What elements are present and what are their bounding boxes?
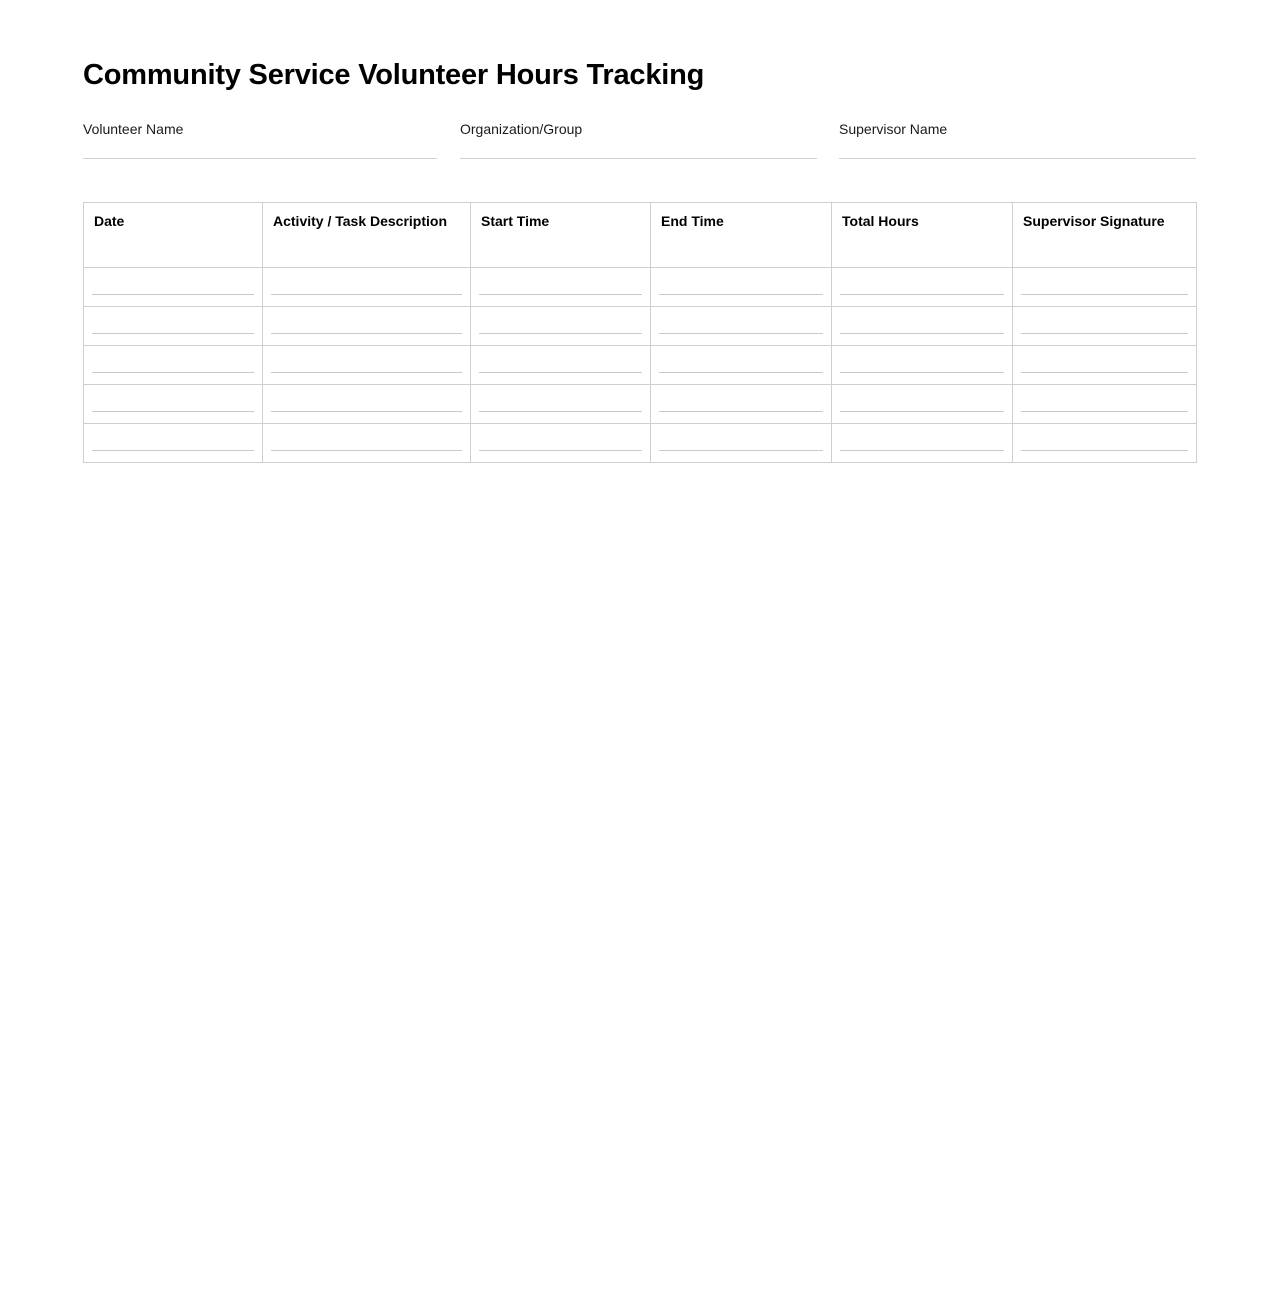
cell-fill-line (840, 294, 1004, 295)
cell-activity-description[interactable] (263, 346, 471, 385)
cell-supervisor-signature[interactable] (1013, 307, 1197, 346)
cell-supervisor-signature[interactable] (1013, 346, 1197, 385)
cell-start-time[interactable] (471, 307, 651, 346)
table-row (84, 385, 1197, 424)
cell-total-hours[interactable] (832, 307, 1013, 346)
cell-date[interactable] (84, 424, 263, 463)
cell-fill-line (271, 294, 462, 295)
volunteer-hours-table (83, 202, 1197, 463)
cell-activity-description[interactable] (263, 385, 471, 424)
column-header-supervisor-signature: Supervisor Signature (1013, 203, 1197, 268)
cell-fill-line (92, 294, 254, 295)
column-header-activity-description: Activity / Task Description (263, 203, 471, 268)
cell-fill-line (1021, 450, 1188, 451)
cell-fill-line (479, 411, 642, 412)
cell-end-time[interactable] (651, 424, 832, 463)
cell-total-hours[interactable] (832, 424, 1013, 463)
column-header-start-time: Start Time (471, 203, 651, 268)
cell-start-time[interactable] (471, 346, 651, 385)
cell-fill-line (479, 333, 642, 334)
cell-fill-line (659, 294, 823, 295)
field-label-volunteer-name: Volunteer Name (83, 121, 184, 137)
cell-end-time[interactable] (651, 268, 832, 307)
field-label-supervisor-name: Supervisor Name (839, 121, 948, 137)
cell-fill-line (92, 333, 254, 334)
cell-date[interactable] (84, 268, 263, 307)
cell-end-time[interactable] (651, 307, 832, 346)
cell-fill-line (479, 294, 642, 295)
table-row (84, 346, 1197, 385)
cell-fill-line (271, 372, 462, 373)
field-input-supervisor-name[interactable] (839, 158, 1196, 159)
cell-fill-line (1021, 333, 1188, 334)
table-row (84, 268, 1197, 307)
field-organization-group (460, 120, 839, 159)
cell-fill-line (659, 450, 823, 451)
table-row (84, 307, 1197, 346)
cell-fill-line (271, 411, 462, 412)
cell-fill-line (271, 333, 462, 334)
cell-date[interactable] (84, 385, 263, 424)
cell-end-time[interactable] (651, 385, 832, 424)
cell-fill-line (659, 411, 823, 412)
cell-supervisor-signature[interactable] (1013, 268, 1197, 307)
cell-fill-line (1021, 372, 1188, 373)
cell-fill-line (840, 411, 1004, 412)
cell-fill-line (271, 450, 462, 451)
cell-supervisor-signature[interactable] (1013, 385, 1197, 424)
cell-start-time[interactable] (471, 424, 651, 463)
table-header-row (84, 203, 1197, 268)
cell-activity-description[interactable] (263, 424, 471, 463)
field-volunteer-name (83, 120, 460, 159)
cell-fill-line (659, 333, 823, 334)
cell-end-time[interactable] (651, 346, 832, 385)
header-fields (83, 120, 1196, 159)
cell-fill-line (92, 450, 254, 451)
cell-total-hours[interactable] (832, 385, 1013, 424)
cell-activity-description[interactable] (263, 268, 471, 307)
cell-fill-line (92, 372, 254, 373)
cell-fill-line (92, 411, 254, 412)
column-header-total-hours: Total Hours (832, 203, 1013, 268)
field-input-volunteer-name[interactable] (83, 158, 437, 159)
cell-total-hours[interactable] (832, 268, 1013, 307)
column-header-end-time: End Time (651, 203, 832, 268)
cell-start-time[interactable] (471, 385, 651, 424)
cell-fill-line (1021, 411, 1188, 412)
cell-fill-line (840, 450, 1004, 451)
cell-supervisor-signature[interactable] (1013, 424, 1197, 463)
cell-fill-line (479, 450, 642, 451)
field-supervisor-name (839, 120, 1196, 159)
page-title: Community Service Volunteer Hours Tracking (83, 59, 705, 91)
cell-fill-line (479, 372, 642, 373)
cell-activity-description[interactable] (263, 307, 471, 346)
cell-fill-line (840, 333, 1004, 334)
cell-date[interactable] (84, 307, 263, 346)
cell-start-time[interactable] (471, 268, 651, 307)
table-row (84, 424, 1197, 463)
field-label-organization-group: Organization/Group (460, 121, 583, 137)
column-header-date: Date (84, 203, 263, 268)
field-input-organization-group[interactable] (460, 158, 817, 159)
cell-date[interactable] (84, 346, 263, 385)
cell-fill-line (1021, 294, 1188, 295)
cell-total-hours[interactable] (832, 346, 1013, 385)
cell-fill-line (659, 372, 823, 373)
cell-fill-line (840, 372, 1004, 373)
